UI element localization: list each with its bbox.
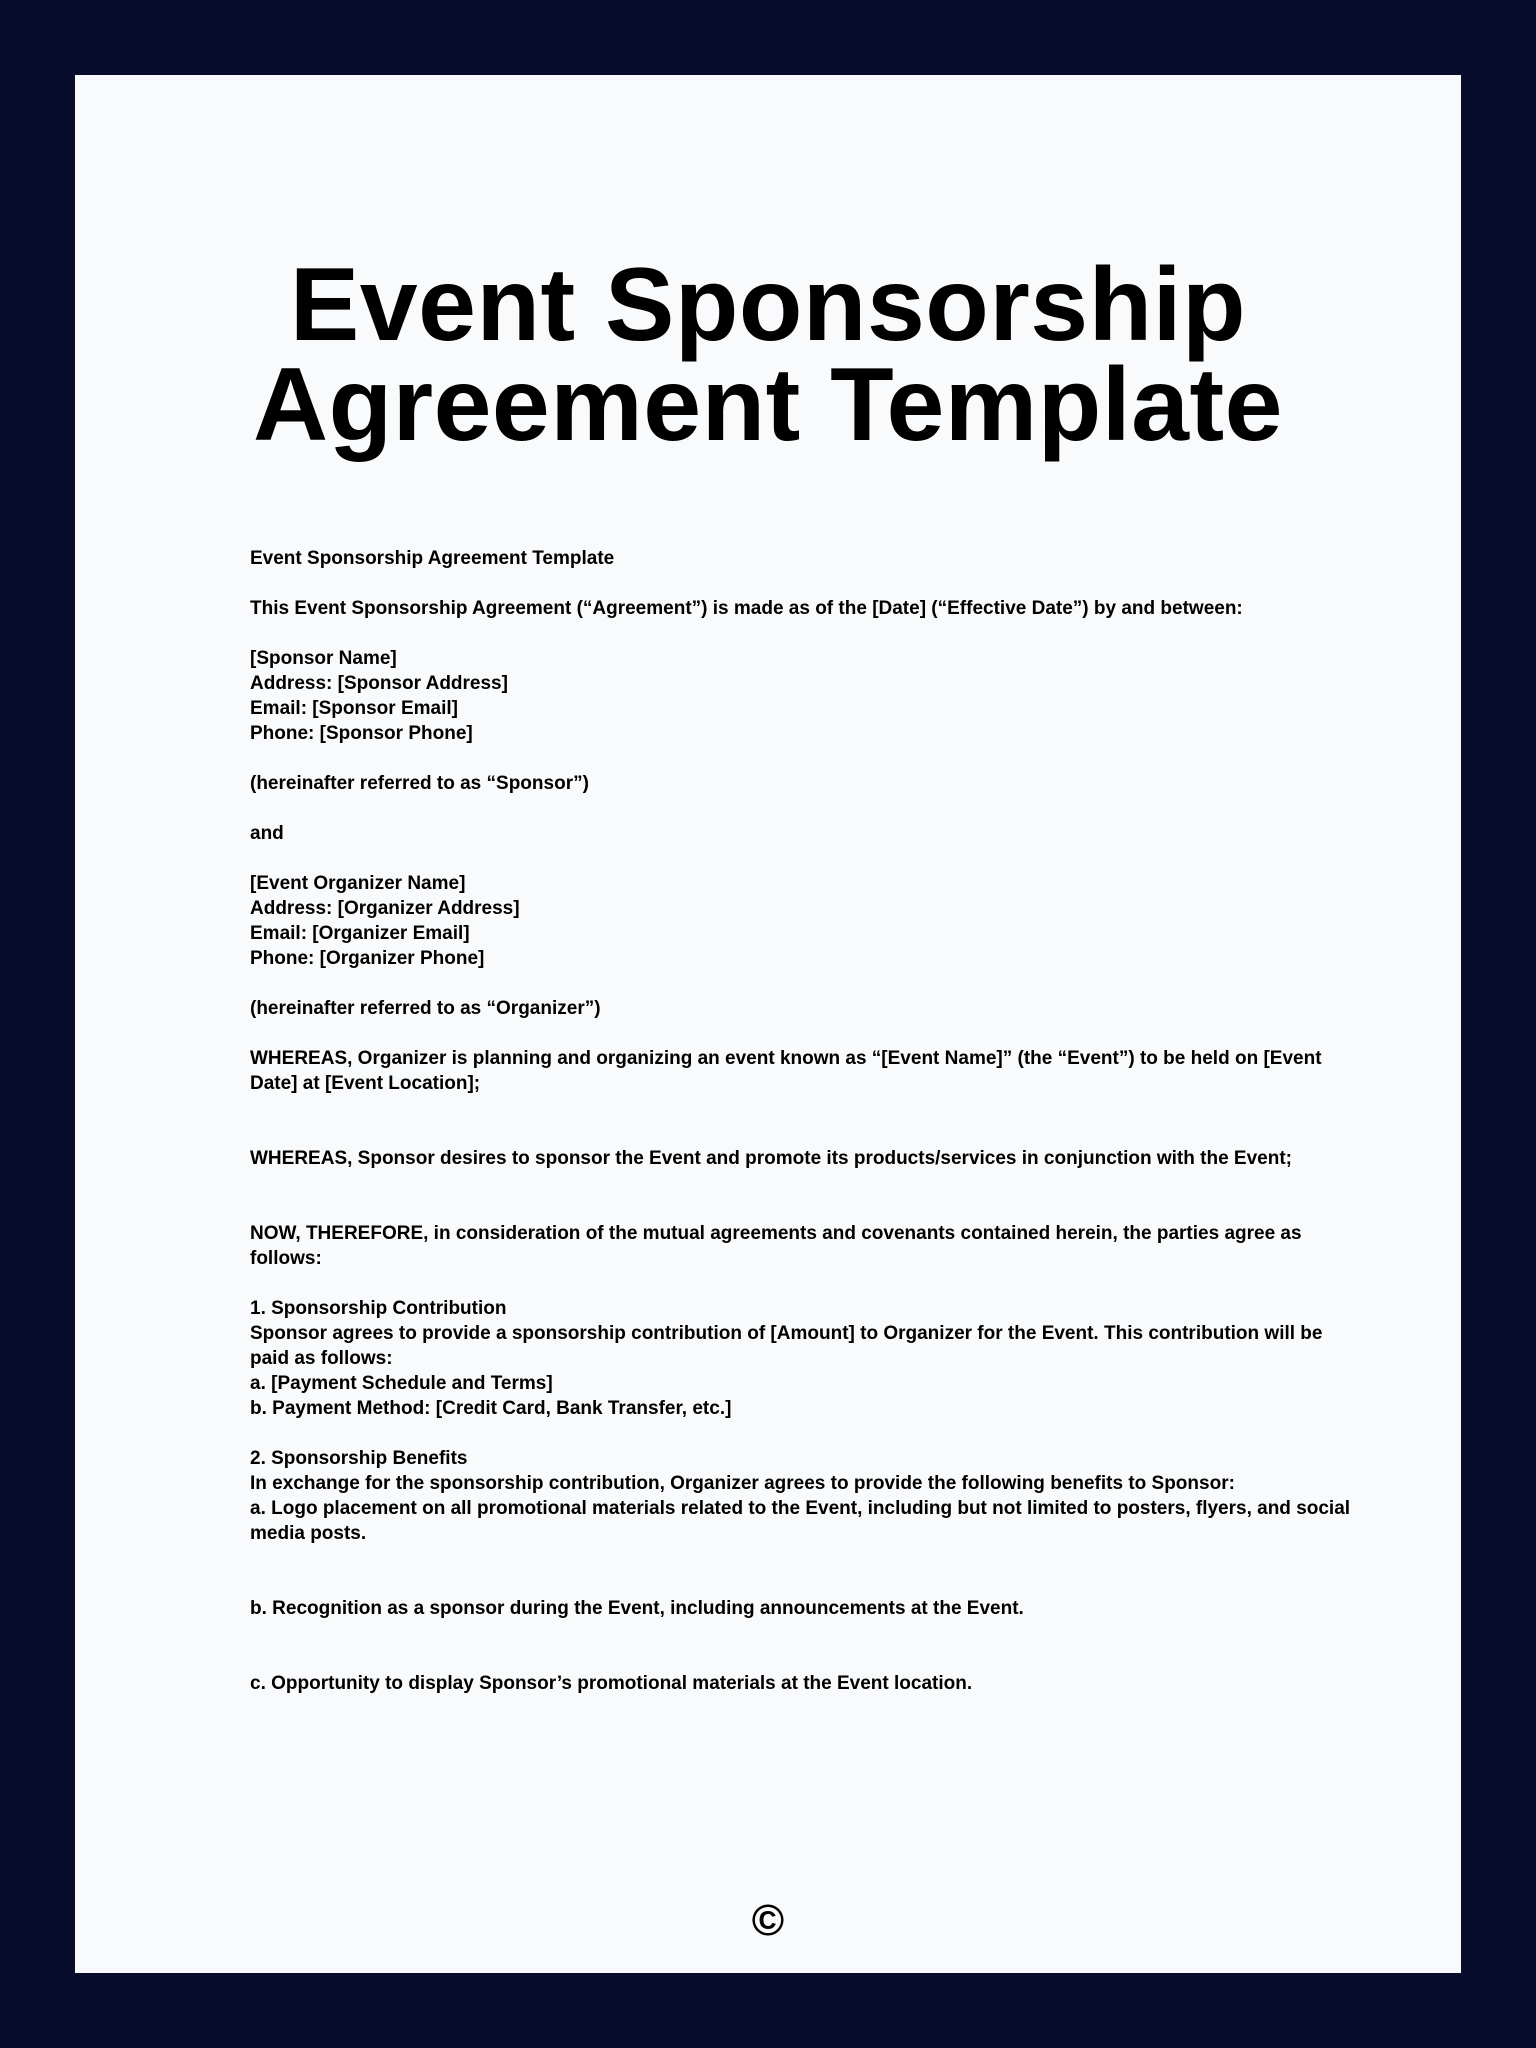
organizer-reference: (hereinafter referred to as “Organizer”): [250, 998, 601, 1019]
document-page: [75, 75, 1461, 1973]
whereas-clause-2: WHEREAS, Sponsor desires to sponsor the Event and promote its products/services in conjunction with the Event;: [250, 1148, 1292, 1169]
benefit-b: b. Recognition as a sponsor during the Event, including announcements at the Event.: [250, 1598, 1024, 1619]
section-sponsorship-contribution: 1. Sponsorship Contribution Sponsor agrees to provide a sponsorship contribution of [Amount] to Organizer for the Event. This contribution will be paid as follows: a. [Payment Schedule and Terms] b. Payment Method: [Credit Card, Bank Transfer, etc.]: [250, 1298, 1323, 1419]
section-sponsorship-benefits: 2. Sponsorship Benefits In exchange for the sponsorship contribution, Organizer agrees to provide the following benefits to Sponsor: a. Logo placement on all promotional materials related to the Event, including but not limited to posters, flyers, and social media posts.: [250, 1448, 1351, 1544]
document-heading: Event Sponsorship Agreement Template: [250, 548, 615, 569]
sponsor-details: [Sponsor Name] Address: [Sponsor Address] Email: [Sponsor Email] Phone: [Sponsor Phone]: [250, 648, 508, 744]
now-therefore-clause: NOW, THEREFORE, in consideration of the mutual agreements and covenants contained herein, the parties agree as follows:: [250, 1223, 1302, 1269]
document-body: [250, 546, 1360, 1696]
and-text: and: [250, 823, 284, 844]
benefit-c: c. Opportunity to display Sponsor’s promotional materials at the Event location.: [250, 1673, 973, 1694]
organizer-details: [Event Organizer Name] Address: [Organizer Address] Email: [Organizer Email] Phone: [Organizer Phone]: [250, 873, 520, 969]
sponsor-reference: (hereinafter referred to as “Sponsor”): [250, 773, 589, 794]
copyright-icon: ©: [751, 1896, 785, 1945]
intro-paragraph: This Event Sponsorship Agreement (“Agreement”) is made as of the [Date] (“Effective Date”) by and between:: [250, 598, 1243, 619]
document-title: Event Sponsorship Agreement Template: [252, 247, 1283, 463]
whereas-clause-1: WHEREAS, Organizer is planning and organizing an event known as “[Event Name]” (the “Event”) to be held on [Event Date] at [Event Location];: [250, 1048, 1322, 1094]
